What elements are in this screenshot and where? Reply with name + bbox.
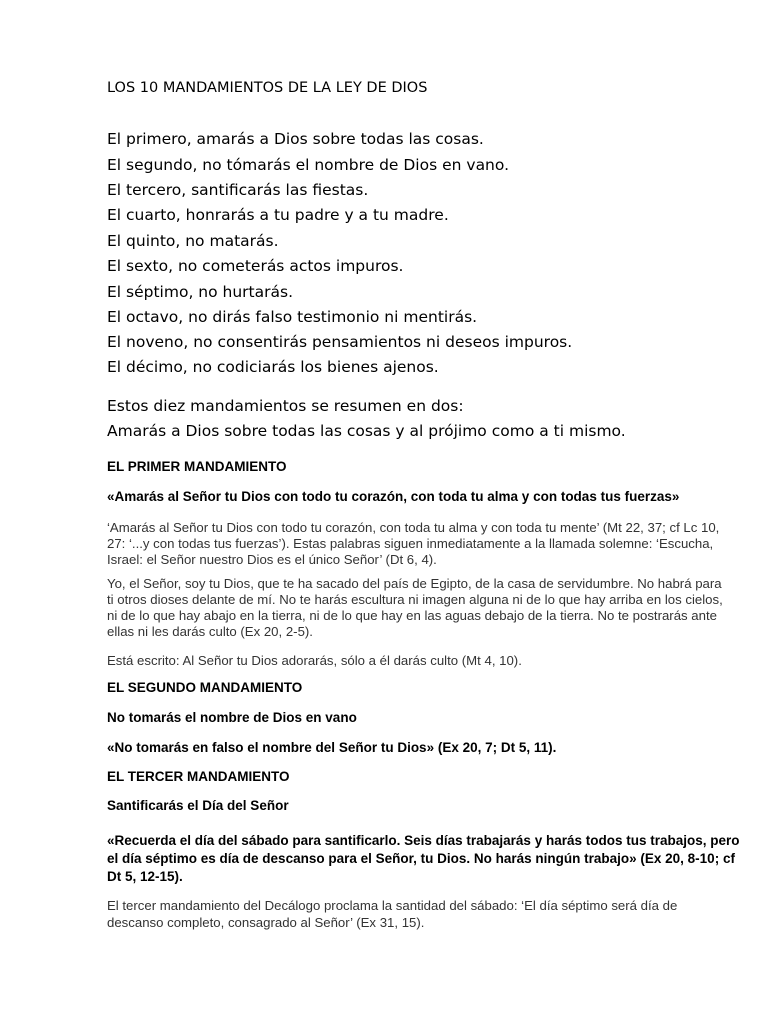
first-paragraph-line: Israel: el Señor nuestro Dios es el único Señor’ (Dt 6, 4). (107, 552, 437, 567)
summary-line-2: Amarás a Dios sobre todas las cosas y al prójimo como a ti mismo. (107, 422, 626, 440)
commandment-5: El quinto, no matarás. (107, 232, 279, 250)
commandment-10: El décimo, no codiciarás los bienes ajenos. (107, 358, 439, 376)
third-quote-line: el día séptimo es día de descanso para el Señor, tu Dios. No harás ningún trabajo» (Ex 20, 8-10; cf (107, 851, 735, 866)
commandment-6: El sexto, no cometerás actos impuros. (107, 257, 404, 275)
first-paragraph-line: 27: ‘...y con todas tus fuerzas’). Estas palabras siguen inmediatamente a la llamada solemne: ‘Escucha, (107, 536, 714, 551)
third-commandment-subheading: Santificarás el Día del Señor (107, 798, 289, 813)
third-paragraph: Está escrito: Al Señor tu Dios adorarás, sólo a él darás culto (Mt 4, 10). (107, 653, 522, 668)
second-commandment-quote: «No tomarás en falso el nombre del Señor tu Dios» (Ex 20, 7; Dt 5, 11). (107, 740, 557, 755)
first-commandment-quote: «Amarás al Señor tu Dios con todo tu corazón, con toda tu alma y con todas tus fuerzas» (107, 489, 680, 504)
third-quote-line: Dt 5, 12-15). (107, 869, 183, 884)
commandment-9: El noveno, no consentirás pensamientos ni deseos impuros. (107, 333, 573, 351)
second-commandment-subheading: No tomarás el nombre de Dios en vano (107, 710, 357, 725)
first-paragraph-line: ‘Amarás al Señor tu Dios con todo tu corazón, con toda tu alma y con toda tu mente’ (Mt 22, 37; cf Lc 10, (107, 520, 720, 535)
second-paragraph-line: ni de lo que hay abajo en la tierra, ni de lo que hay en las aguas debajo de la tierra. No te postrarás ante (107, 608, 717, 623)
second-paragraph-line: ellas ni les darás culto (Ex 20, 2-5). (107, 624, 313, 639)
second-commandment-heading: EL SEGUNDO MANDAMIENTO (107, 680, 303, 695)
summary-line-1: Estos diez mandamientos se resumen en dos: (107, 397, 464, 415)
commandment-1: El primero, amarás a Dios sobre todas las cosas. (107, 130, 484, 148)
second-paragraph-line: ti otros dioses delante de mí. No te harás escultura ni imagen alguna ni de lo que hay arriba en los cielos, (107, 592, 723, 607)
third-commandment-heading: EL TERCER MANDAMIENTO (107, 769, 290, 784)
third-quote-line: «Recuerda el día del sábado para santificarlo. Seis días trabajarás y harás todos tus trabajos, pero (107, 833, 740, 848)
second-paragraph-line: Yo, el Señor, soy tu Dios, que te ha sacado del país de Egipto, de la casa de servidumbre. No habrá para (107, 576, 722, 591)
commandment-2: El segundo, no tómarás el nombre de Dios en vano. (107, 156, 510, 174)
commandment-7: El séptimo, no hurtarás. (107, 283, 293, 301)
commandment-4: El cuarto, honrarás a tu padre y a tu madre. (107, 206, 449, 224)
commandment-3: El tercero, santificarás las fiestas. (107, 181, 369, 199)
third-paragraph-line: El tercer mandamiento del Decálogo proclama la santidad del sábado: ‘El día séptimo será día de (107, 898, 678, 913)
third-paragraph-line: descanso completo, consagrado al Señor’ (Ex 31, 15). (107, 915, 425, 930)
commandment-8: El octavo, no dirás falso testimonio ni mentirás. (107, 308, 478, 326)
document-title: LOS 10 MANDAMIENTOS DE LA LEY DE DIOS (107, 80, 428, 96)
first-commandment-heading: EL PRIMER MANDAMIENTO (107, 459, 287, 474)
